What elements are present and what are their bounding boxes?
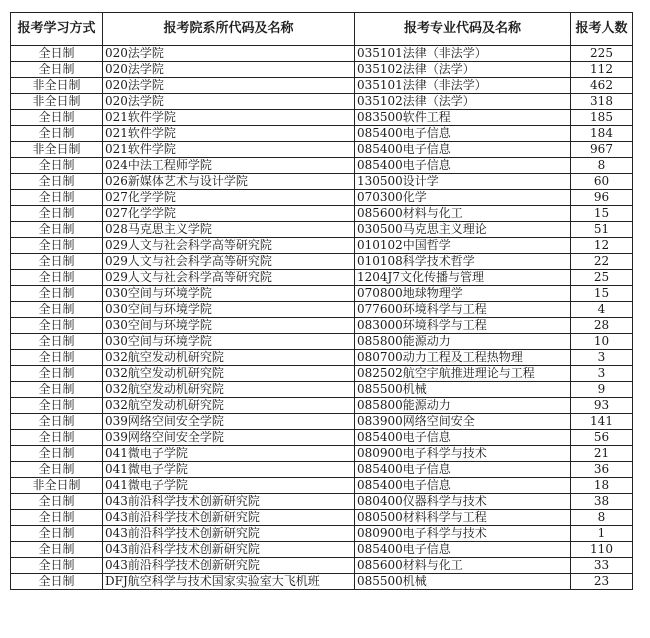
header-applicant-count: 报考人数 [571, 13, 633, 46]
cell-major: 080900电子科学与技术 [355, 526, 571, 542]
table-row [11, 222, 633, 238]
cell-department: 043前沿科学技术创新研究院 [103, 526, 355, 542]
cell-department: 020法学院 [103, 62, 355, 78]
cell-department: DFJ航空科学与技术国家实验室大飞机班 [103, 574, 355, 590]
cell-study-mode: 全日制 [11, 206, 103, 222]
cell-major: 035101法律（非法学） [355, 78, 571, 94]
cell-applicant-count: 33 [571, 558, 633, 574]
cell-applicant-count: 1 [571, 526, 633, 542]
cell-study-mode: 全日制 [11, 62, 103, 78]
cell-study-mode: 全日制 [11, 318, 103, 334]
cell-department: 029人文与社会科学高等研究院 [103, 238, 355, 254]
cell-department: 020法学院 [103, 94, 355, 110]
cell-applicant-count: 184 [571, 126, 633, 142]
cell-department: 030空间与环境学院 [103, 302, 355, 318]
cell-major: 085600材料与化工 [355, 206, 571, 222]
cell-department: 030空间与环境学院 [103, 334, 355, 350]
cell-department: 021软件学院 [103, 142, 355, 158]
cell-major: 085400电子信息 [355, 462, 571, 478]
cell-department: 027化学学院 [103, 190, 355, 206]
table-row [11, 142, 633, 158]
cell-study-mode: 全日制 [11, 158, 103, 174]
cell-major: 070300化学 [355, 190, 571, 206]
cell-department: 032航空发动机研究院 [103, 366, 355, 382]
cell-applicant-count: 15 [571, 286, 633, 302]
table-row [11, 190, 633, 206]
cell-study-mode: 全日制 [11, 398, 103, 414]
cell-applicant-count: 185 [571, 110, 633, 126]
cell-applicant-count: 3 [571, 366, 633, 382]
cell-major: 070800地球物理学 [355, 286, 571, 302]
cell-applicant-count: 60 [571, 174, 633, 190]
table-row [11, 526, 633, 542]
table-row [11, 542, 633, 558]
cell-applicant-count: 18 [571, 478, 633, 494]
cell-department: 039网络空间安全学院 [103, 414, 355, 430]
cell-study-mode: 全日制 [11, 334, 103, 350]
cell-study-mode: 全日制 [11, 382, 103, 398]
cell-department: 041微电子学院 [103, 462, 355, 478]
cell-study-mode: 全日制 [11, 558, 103, 574]
cell-department: 021软件学院 [103, 110, 355, 126]
cell-major: 085600材料与化工 [355, 558, 571, 574]
cell-department: 020法学院 [103, 46, 355, 62]
cell-study-mode: 全日制 [11, 510, 103, 526]
cell-applicant-count: 56 [571, 430, 633, 446]
cell-applicant-count: 15 [571, 206, 633, 222]
cell-applicant-count: 22 [571, 254, 633, 270]
cell-major: 083000环境科学与工程 [355, 318, 571, 334]
cell-study-mode: 全日制 [11, 110, 103, 126]
table-header-row [11, 13, 633, 46]
table-row [11, 254, 633, 270]
cell-study-mode: 非全日制 [11, 78, 103, 94]
table-row [11, 126, 633, 142]
table-row [11, 78, 633, 94]
cell-study-mode: 全日制 [11, 526, 103, 542]
registration-table-wrapper [10, 12, 633, 590]
cell-department: 027化学学院 [103, 206, 355, 222]
table-row [11, 318, 633, 334]
header-department: 报考院系所代码及名称 [103, 13, 355, 46]
cell-applicant-count: 8 [571, 158, 633, 174]
table-row [11, 462, 633, 478]
table-row [11, 350, 633, 366]
cell-applicant-count: 96 [571, 190, 633, 206]
cell-major: 035102法律（法学） [355, 62, 571, 78]
cell-applicant-count: 12 [571, 238, 633, 254]
cell-major: 130500设计学 [355, 174, 571, 190]
cell-major: 080900电子科学与技术 [355, 446, 571, 462]
cell-study-mode: 全日制 [11, 222, 103, 238]
cell-study-mode: 全日制 [11, 238, 103, 254]
cell-department: 028马克思主义学院 [103, 222, 355, 238]
table-row [11, 478, 633, 494]
cell-department: 041微电子学院 [103, 446, 355, 462]
cell-major: 085800能源动力 [355, 398, 571, 414]
cell-study-mode: 全日制 [11, 126, 103, 142]
cell-major: 083500软件工程 [355, 110, 571, 126]
cell-applicant-count: 141 [571, 414, 633, 430]
cell-major: 085400电子信息 [355, 126, 571, 142]
cell-major: 085500机械 [355, 574, 571, 590]
cell-applicant-count: 3 [571, 350, 633, 366]
cell-applicant-count: 4 [571, 302, 633, 318]
registration-table [10, 12, 633, 590]
cell-major: 085500机械 [355, 382, 571, 398]
cell-applicant-count: 9 [571, 382, 633, 398]
table-row [11, 270, 633, 286]
cell-study-mode: 全日制 [11, 190, 103, 206]
table-row [11, 414, 633, 430]
cell-department: 029人文与社会科学高等研究院 [103, 254, 355, 270]
cell-applicant-count: 112 [571, 62, 633, 78]
cell-study-mode: 全日制 [11, 494, 103, 510]
table-row [11, 174, 633, 190]
table-row [11, 110, 633, 126]
cell-study-mode: 全日制 [11, 366, 103, 382]
table-row [11, 46, 633, 62]
cell-department: 024中法工程师学院 [103, 158, 355, 174]
cell-major: 080500材料科学与工程 [355, 510, 571, 526]
cell-major: 085400电子信息 [355, 142, 571, 158]
table-row [11, 558, 633, 574]
cell-major: 1204J7文化传播与管理 [355, 270, 571, 286]
cell-study-mode: 全日制 [11, 430, 103, 446]
table-row [11, 62, 633, 78]
cell-major: 083900网络空间安全 [355, 414, 571, 430]
cell-department: 026新媒体艺术与设计学院 [103, 174, 355, 190]
cell-study-mode: 全日制 [11, 174, 103, 190]
cell-study-mode: 全日制 [11, 574, 103, 590]
cell-department: 032航空发动机研究院 [103, 350, 355, 366]
cell-department: 030空间与环境学院 [103, 318, 355, 334]
cell-study-mode: 全日制 [11, 350, 103, 366]
table-row [11, 430, 633, 446]
table-row [11, 206, 633, 222]
header-study-mode: 报考学习方式 [11, 13, 103, 46]
cell-major: 080700动力工程及工程热物理 [355, 350, 571, 366]
cell-study-mode: 非全日制 [11, 478, 103, 494]
cell-study-mode: 全日制 [11, 462, 103, 478]
cell-study-mode: 非全日制 [11, 94, 103, 110]
cell-department: 020法学院 [103, 78, 355, 94]
table-row [11, 334, 633, 350]
cell-applicant-count: 23 [571, 574, 633, 590]
cell-study-mode: 全日制 [11, 414, 103, 430]
cell-applicant-count: 8 [571, 510, 633, 526]
cell-department: 043前沿科学技术创新研究院 [103, 494, 355, 510]
cell-applicant-count: 318 [571, 94, 633, 110]
cell-applicant-count: 25 [571, 270, 633, 286]
cell-department: 032航空发动机研究院 [103, 398, 355, 414]
cell-applicant-count: 967 [571, 142, 633, 158]
cell-major: 035101法律（非法学） [355, 46, 571, 62]
cell-department: 030空间与环境学院 [103, 286, 355, 302]
cell-study-mode: 全日制 [11, 446, 103, 462]
cell-study-mode: 全日制 [11, 270, 103, 286]
table-row [11, 446, 633, 462]
table-row [11, 94, 633, 110]
cell-department: 043前沿科学技术创新研究院 [103, 510, 355, 526]
cell-major: 082502航空宇航推进理论与工程 [355, 366, 571, 382]
table-row [11, 366, 633, 382]
header-major: 报考专业代码及名称 [355, 13, 571, 46]
cell-major: 085800能源动力 [355, 334, 571, 350]
cell-major: 035102法律（法学） [355, 94, 571, 110]
cell-study-mode: 全日制 [11, 286, 103, 302]
cell-study-mode: 全日制 [11, 302, 103, 318]
cell-department: 032航空发动机研究院 [103, 382, 355, 398]
cell-applicant-count: 93 [571, 398, 633, 414]
cell-study-mode: 全日制 [11, 254, 103, 270]
cell-major: 080400仪器科学与技术 [355, 494, 571, 510]
table-body [11, 46, 633, 590]
cell-applicant-count: 36 [571, 462, 633, 478]
cell-major: 077600环境科学与工程 [355, 302, 571, 318]
cell-department: 041微电子学院 [103, 478, 355, 494]
cell-applicant-count: 51 [571, 222, 633, 238]
cell-major: 085400电子信息 [355, 158, 571, 174]
cell-applicant-count: 225 [571, 46, 633, 62]
cell-major: 010108科学技术哲学 [355, 254, 571, 270]
cell-department: 043前沿科学技术创新研究院 [103, 558, 355, 574]
table-row [11, 494, 633, 510]
table-row [11, 302, 633, 318]
table-row [11, 510, 633, 526]
cell-department: 021软件学院 [103, 126, 355, 142]
table-row [11, 574, 633, 590]
cell-applicant-count: 10 [571, 334, 633, 350]
cell-major: 085400电子信息 [355, 430, 571, 446]
cell-applicant-count: 28 [571, 318, 633, 334]
cell-department: 029人文与社会科学高等研究院 [103, 270, 355, 286]
cell-major: 010102中国哲学 [355, 238, 571, 254]
cell-applicant-count: 110 [571, 542, 633, 558]
cell-study-mode: 全日制 [11, 46, 103, 62]
table-row [11, 286, 633, 302]
cell-study-mode: 全日制 [11, 542, 103, 558]
table-row [11, 238, 633, 254]
table-row [11, 382, 633, 398]
cell-study-mode: 非全日制 [11, 142, 103, 158]
cell-major: 085400电子信息 [355, 542, 571, 558]
cell-applicant-count: 38 [571, 494, 633, 510]
cell-department: 043前沿科学技术创新研究院 [103, 542, 355, 558]
table-row [11, 158, 633, 174]
cell-applicant-count: 21 [571, 446, 633, 462]
table-row [11, 398, 633, 414]
cell-major: 085400电子信息 [355, 478, 571, 494]
cell-applicant-count: 462 [571, 78, 633, 94]
cell-department: 039网络空间安全学院 [103, 430, 355, 446]
cell-major: 030500马克思主义理论 [355, 222, 571, 238]
